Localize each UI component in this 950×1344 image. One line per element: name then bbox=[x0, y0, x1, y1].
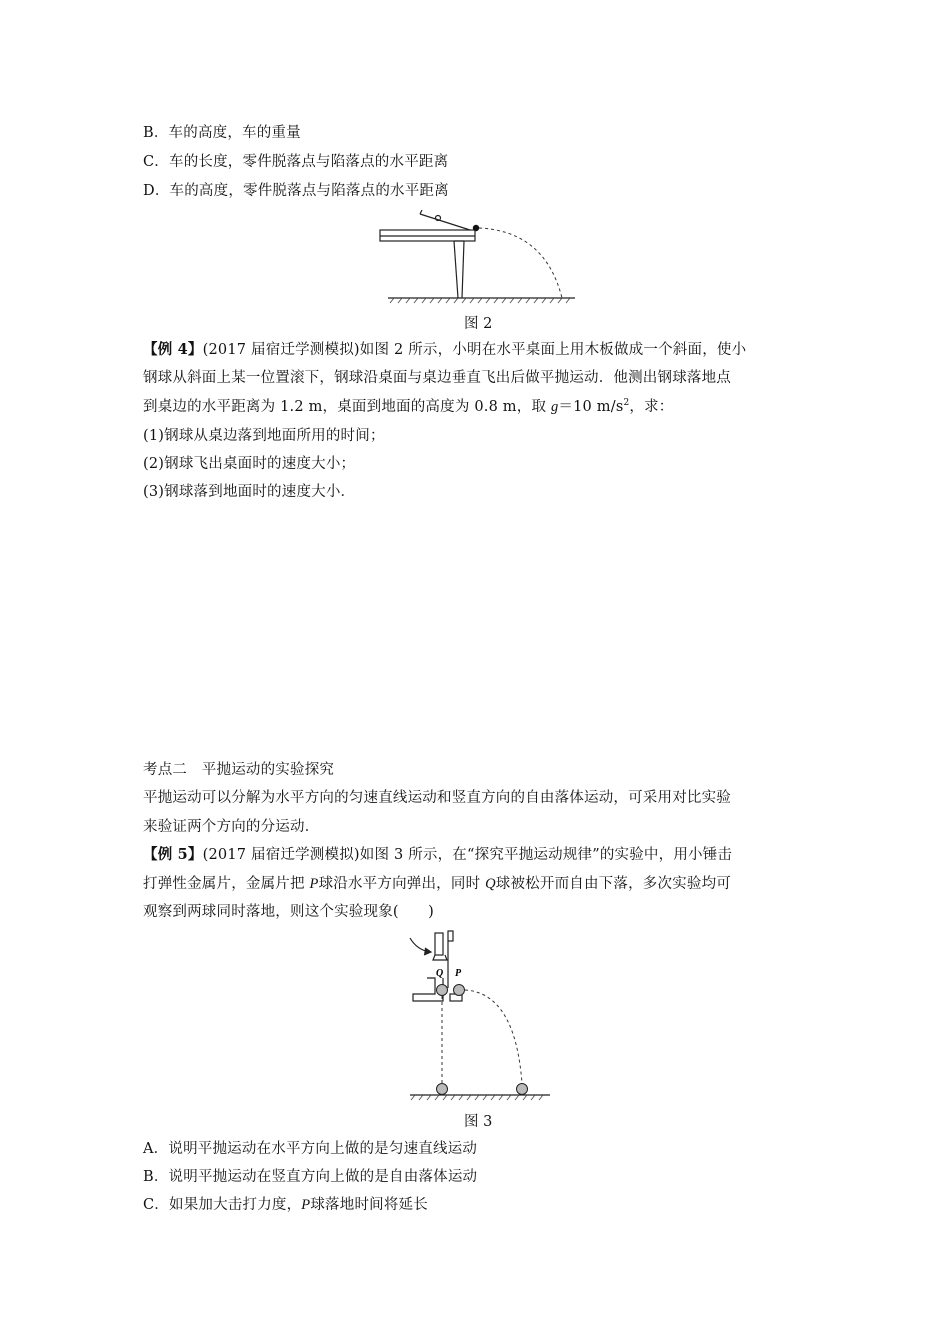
ex5-option-b: B．说明平抛运动在竖直方向上做的是自由落体运动 bbox=[143, 1169, 478, 1185]
ex5-line-3: 观察到两球同时落地，则这个实验现象( ) bbox=[143, 904, 435, 920]
figure-3-diagram bbox=[405, 928, 555, 1108]
ex4-question-3: (3)钢球落到地面时的速度大小． bbox=[143, 484, 356, 500]
ex5-line-2-b: 球沿水平方向弹出，同时 bbox=[318, 876, 486, 892]
ex4-var-g: g bbox=[550, 399, 559, 415]
ex4-bracket: 【例 4】 bbox=[143, 341, 203, 358]
ex4-line-2: 钢球从斜面上某一位置滚下，钢球沿桌面与桌边垂直飞出后做平抛运动．他测出钢球落地点 bbox=[143, 370, 731, 386]
ex5-line-2-c: 球被松开而自由下落，多次实验均可 bbox=[495, 876, 731, 892]
ex5-option-c-b: 球落地时间将延长 bbox=[310, 1197, 428, 1213]
ex4-question-2: (2)钢球飞出桌面时的速度大小； bbox=[143, 456, 356, 472]
ex4-question-1: (1)钢球从桌边落到地面所用的时间； bbox=[143, 428, 385, 444]
ex4-line-1-text: (2017 届宿迁学测模拟)如图 2 所示，小明在水平桌面上用木板做成一个斜面，使小 bbox=[202, 342, 747, 358]
figure-2-diagram bbox=[380, 206, 580, 310]
ex3-option-b: B．车的高度，车的重量 bbox=[143, 125, 301, 141]
ex4-line-3-c: ，求： bbox=[629, 399, 674, 415]
ex4-line-3-b: ＝10 m/s bbox=[558, 399, 624, 415]
ex5-option-c-var-p: P bbox=[301, 1197, 311, 1213]
ex5-line-1-text: (2017 届宿迁学测模拟)如图 3 所示，在“探究平抛运动规律”的实验中，用小锤击 bbox=[202, 847, 733, 863]
ex4-sup-2: 2 bbox=[623, 398, 630, 409]
ex3-option-c: C．车的长度，零件脱落点与陷落点的水平距离 bbox=[143, 154, 449, 170]
ex5-option-c-a: C．如果加大击打力度， bbox=[143, 1197, 302, 1213]
section-2-title: 考点二 平抛运动的实验探究 bbox=[143, 762, 335, 778]
ex5-var-q: Q bbox=[485, 876, 496, 892]
ex5-option-c bbox=[143, 1195, 428, 1215]
ex5-line-2 bbox=[143, 874, 731, 894]
figure-2-caption: 图 2 bbox=[464, 316, 493, 332]
ex5-bracket: 【例 5】 bbox=[143, 846, 203, 863]
figure-3-label-p: P bbox=[455, 968, 462, 979]
section-2-line-2: 来验证两个方向的分运动． bbox=[143, 819, 320, 835]
figure-3-caption: 图 3 bbox=[464, 1114, 493, 1130]
ex4-line-3-a: 到桌边的水平距离为 1.2 m，桌面到地面的高度为 0.8 m，取 bbox=[143, 399, 551, 415]
ex5-option-a: A．说明平抛运动在水平方向上做的是匀速直线运动 bbox=[143, 1141, 478, 1157]
ex5-var-p: P bbox=[309, 876, 319, 892]
section-2-line-1: 平抛运动可以分解为水平方向的匀速直线运动和竖直方向的自由落体运动，可采用对比实验 bbox=[143, 790, 731, 806]
ex4-line-3 bbox=[143, 397, 674, 417]
ex4-line-1 bbox=[143, 340, 746, 360]
figure-3-label-q: Q bbox=[436, 968, 444, 979]
ex3-option-d: D．车的高度，零件脱落点与陷落点的水平距离 bbox=[143, 183, 449, 199]
ex5-line-2-a: 打弹性金属片，金属片把 bbox=[143, 876, 310, 892]
ex5-line-1 bbox=[143, 845, 732, 865]
